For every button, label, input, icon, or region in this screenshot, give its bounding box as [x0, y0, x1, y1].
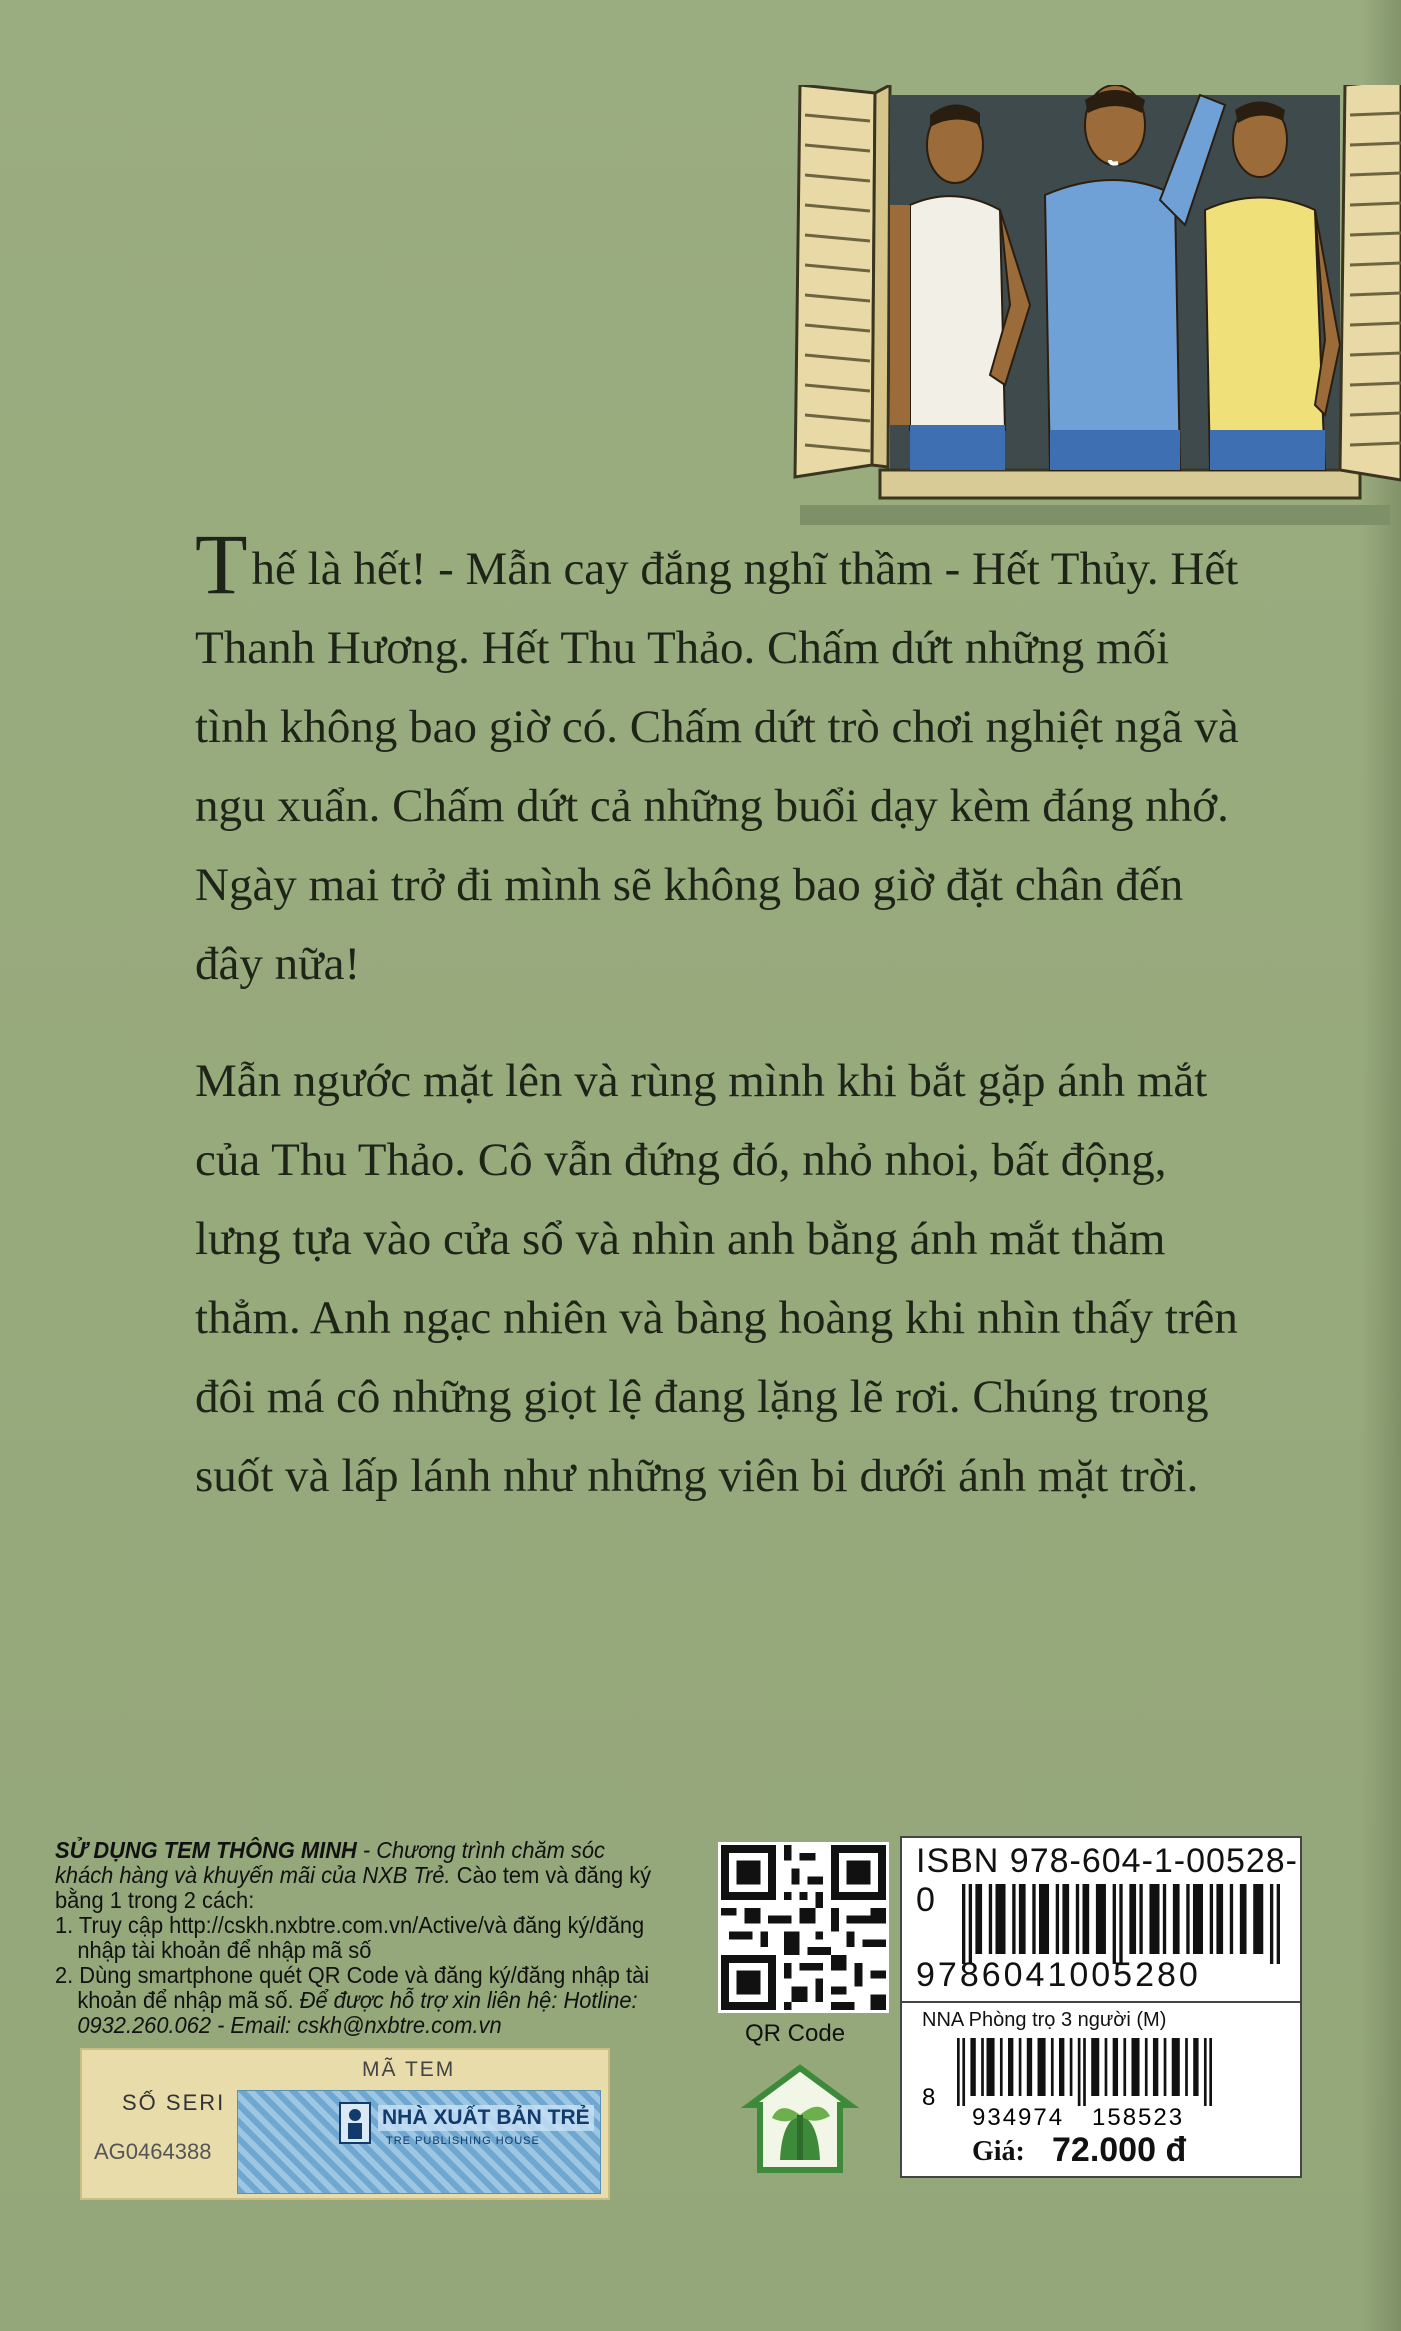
- barcode-divider: [902, 2001, 1300, 2003]
- blurb-paragraph-1-text: hế là hết! - Mẫn cay đắng nghĩ thầm - Hết Thủy. Hết Thanh Hương. Hết Thu Thảo. Chấm dứt những mối tình không bao giờ có. Chấm dứt trò chơi nghiệt ngã và ngu xuẩn. Chấm dứt cả những buổi dạy kèm đáng nhớ. Ngày mai trở đi mình sẽ không bao giờ đặt chân đến đây nữa!: [195, 543, 1239, 990]
- smart-stamp-support: Để được hỗ trợ xin liên hệ: Hotline: 0932.260.062 - Email: cskh@nxbtre.com.vn: [77, 1987, 638, 2038]
- product-name: NNA Phòng trọ 3 người (M): [922, 2009, 1167, 2031]
- serial-label: SỐ SERI: [122, 2090, 226, 2115]
- blurb-paragraph-2: Mẫn ngước mặt lên và rùng mình khi bắt gặp ánh mắt của Thu Thảo. Cô vẫn đứng đó, nhỏ nhoi, bất động, lưng tựa vào cửa sổ và nhìn anh bằng ánh mắt thăm thẳm. Anh ngạc nhiên và bàng hoàng khi nhìn thấy trên đôi má cô những giọt lệ đang lặng lẽ rơi. Chúng trong suốt và lấp lánh như những viên bi dưới ánh mặt trời.: [195, 1055, 1238, 1502]
- smart-stamp-step-2-text: 2. Dùng smartphone quét QR Code và đăng ký/đăng nhập tài khoản để nhập mã số.: [55, 1962, 650, 2013]
- smart-stamp-step-2: [55, 1963, 660, 2038]
- publisher-sub-text: TRE PUBLISHING HOUSE: [386, 2135, 540, 2147]
- stamp-code-label: MÃ TEM: [362, 2058, 456, 2081]
- qr-code-label: QR Code: [745, 2020, 846, 2047]
- smart-stamp-intro: Cào tem và đăng ký bằng 1 trong 2 cách:: [55, 1862, 652, 1913]
- price-value: 72.000 đ: [1052, 2131, 1187, 2169]
- right-shutter: [1340, 85, 1401, 480]
- back-cover-blurb: [195, 516, 1245, 1554]
- publisher-mascot-icon: [338, 2101, 372, 2145]
- isbn-text: ISBN 978-604-1-00528-0: [916, 1842, 1299, 1919]
- blurb-paragraph-1: [195, 516, 1245, 1004]
- ean-first-digit: 8: [922, 2084, 936, 2111]
- isbn-barcode-digits: 9786041005280: [916, 1956, 1201, 1994]
- left-shutter: [795, 85, 890, 477]
- qr-code[interactable]: [718, 1842, 889, 2013]
- smart-stamp-instructions: [55, 1838, 660, 2038]
- smart-stamp-step-1: 1. Truy cập http://cskh.nxbtre.com.vn/Active/và đăng ký/đăng nhập tài khoản để nhập mã số: [55, 1912, 645, 1963]
- ean-barcode: [957, 2038, 1212, 2106]
- smart-stamp-title: SỬ DỤNG TEM THÔNG MINH: [55, 1837, 357, 1863]
- smart-stamp-title-rest: - Chương trình chăm sóc khách hàng và khuyến mãi của NXB Trẻ.: [55, 1837, 605, 1888]
- publisher-logo-text: NHÀ XUẤT BẢN TRẺ: [378, 2105, 594, 2131]
- drop-cap: T: [195, 516, 248, 612]
- price-label: Giá:: [972, 2136, 1025, 2167]
- serial-value: AG0464388: [86, 2132, 289, 2172]
- barcode-label: [900, 1836, 1302, 2178]
- window-illustration: [780, 85, 1401, 525]
- ean-left-digits: 934974: [972, 2104, 1065, 2131]
- publisher-logo-icon: [740, 2060, 860, 2178]
- scratch-stamp: [80, 2048, 610, 2200]
- scratch-area: [237, 2090, 601, 2194]
- ean-right-digits: 158523: [1092, 2104, 1185, 2131]
- isbn-barcode: [962, 1884, 1280, 1964]
